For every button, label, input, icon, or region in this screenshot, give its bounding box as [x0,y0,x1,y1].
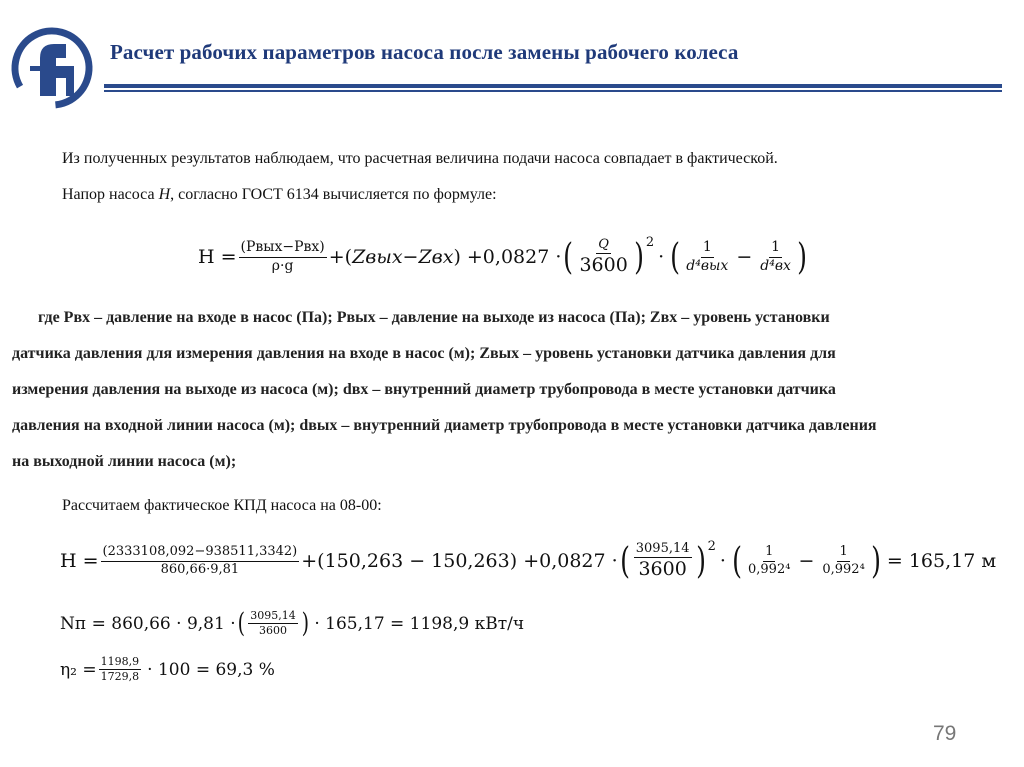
title-rule-thick [104,84,1002,88]
formula-power: Nп = 860,66 · 9,81 · ( $\frac{3095,14}{3600}$ ) · 165,17 = 1198,9 кВт/ч [60,608,525,639]
logo-icon [10,26,94,110]
formula-head-general: H = $\frac{\text{(Pвых−Pвх)}}{\rho\cdot g}$ +( Zвых − Zвх ) +0,0827 · ( $\frac{Q}{3600}$ ) $^2$ · ( $\frac{1}{\text{d⁴вых}}$ − $\frac{1}{\text{d⁴вх}}$ ) [198,235,807,279]
variable-definitions: где Pвх – давление на входе в насос (Па); Pвых – давление на выходе из насоса (Па); Zвх – уровень установки датчика давления для измерения давления на входе в насос (м); Zвых – уровень установки датчика давления для измерения давления на выходе из насоса (м); dвх – внутренний диаметр трубопровода в месте установки датчика давления на входной линии насоса (м); dвых – внутренний диаметр трубопровода в месте установки датчика давления на выходной линии насоса (м); [12,309,877,470]
formula-efficiency: η₂ = $\frac{1198,9}{1729,8}$ · 100 = 69,3 % [60,655,275,684]
paragraph-observation: Из полученных результатов наблюдаем, что расчетная величина подачи насоса совпадает в фактической. [62,150,778,167]
page-title: Расчет рабочих параметров насоса после замены рабочего колеса [110,40,739,64]
formula-fraction: $\frac{\text{(Pвых−Pвх)}}{\rho\cdot g}$ [240,239,325,274]
paragraph-efficiency-intro: Рассчитаем фактическое КПД насоса на 08-00: [62,497,382,514]
page-number: 79 [933,722,957,745]
formula-flow-fraction: $\frac{Q}{3600}$ [579,237,628,277]
formula-head-calculated: H = $\frac{(2333108,092-938511,3342)}{860,66\cdot 9,81}$ +(150,263 − 150,263) +0,0827 · ( $\frac{3095,14}{3600}$ ) $^2$ · ( $\frac{1}{\text{0,992⁴}}$ − $\frac{1}{\text{0,992⁴}}$ ) = 165,17 м [60,539,997,583]
paragraph-head-intro: Напор насоса H, согласно ГОСТ 6134 вычисляется по формуле: [62,186,497,203]
title-rule-thin [104,90,1002,92]
